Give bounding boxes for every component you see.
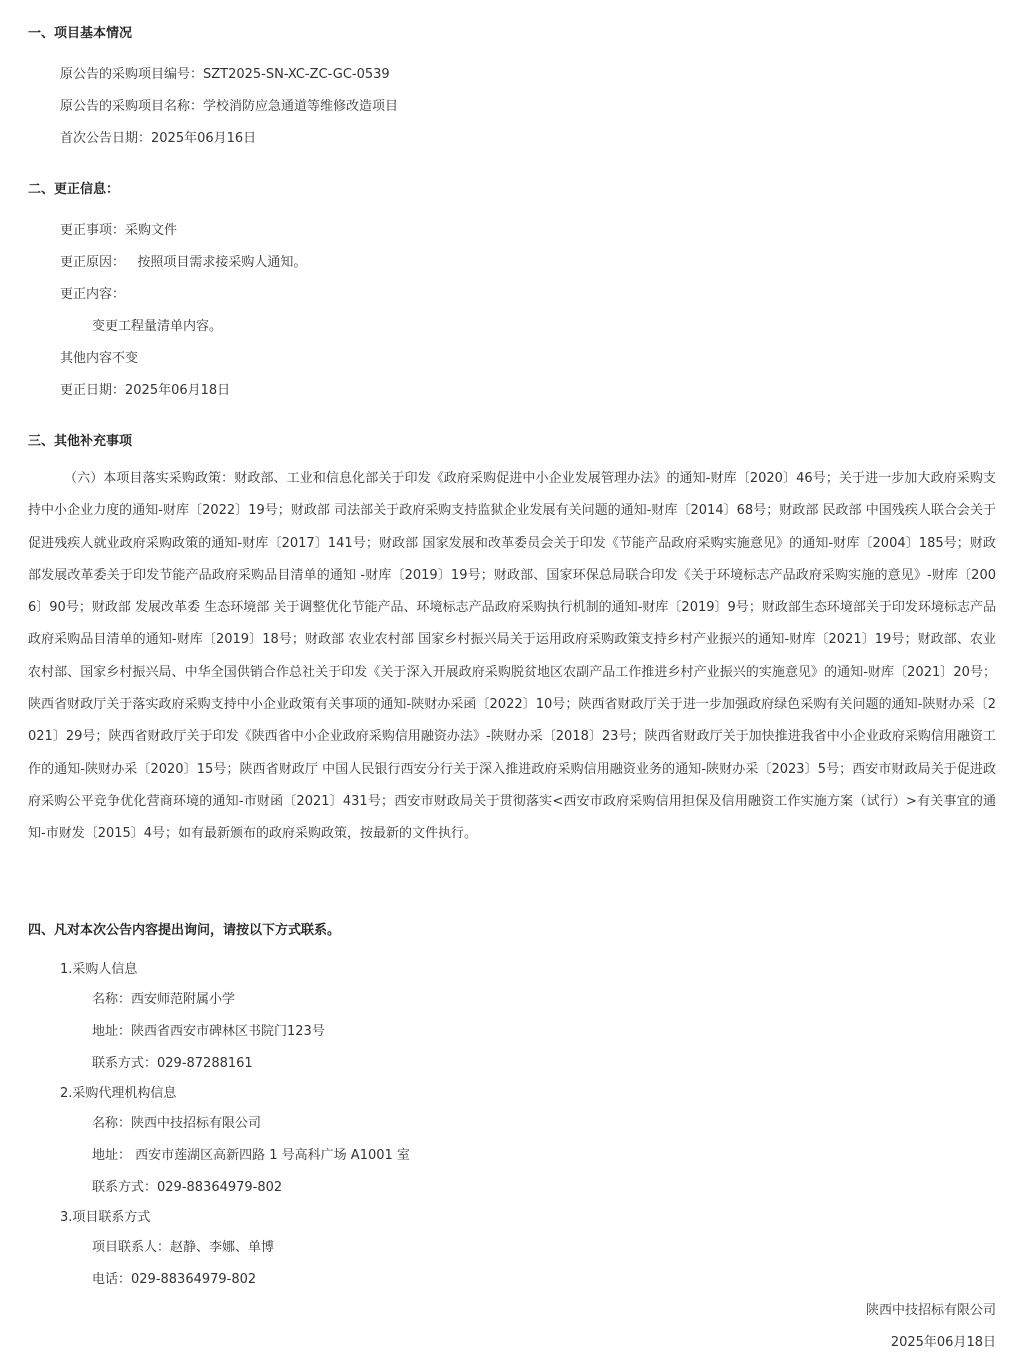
first-announcement-date: 首次公告日期：2025年06月16日 <box>60 131 257 146</box>
purchaser-name: 名称：西安师范附属小学 <box>92 992 236 1007</box>
section-2-title: 二、更正信息： <box>28 182 120 197</box>
agency-heading: 2.采购代理机构信息 <box>60 1086 177 1101</box>
purchaser-heading: 1.采购人信息 <box>60 962 138 977</box>
agency-contact: 联系方式：029-88364979-802 <box>92 1180 283 1195</box>
purchaser-address: 地址：陕西省西安市碑林区书院门123号 <box>92 1024 325 1039</box>
correction-content: 变更工程量清单内容。 <box>92 319 223 334</box>
policy-paragraph: （六）本项目落实采购政策：财政部、工业和信息化部关于印发《政府采购促进中小企业发展管理办法》的通知-财库〔2020〕46号；关于进一步加大政府采购支持中小企业力度的通知-财库〔2022〕19号；财政部 司法部关于政府采购支持监狱企业发展有关问题的通知-财库〔2014〕68号；财政部 民政部 中国残疾人联合会关于促进残疾人就业政府采购政策的通知-财库〔2017〕141号；财政部 国家发展和改革委员会关于印发《节能产品政府采购实施意见》的通知-财库〔2004〕185号；财政部发展改革委关于印发节能产品政府采购品目清单的通知 -财库〔2019〕19号；财政部、国家环保总局联合印发《关于环境标志产品政府采购实施的意见》-财库〔2006〕90号；财政部 发展改革委 生态环境部 关于调整优化节能产品、环境标志产品政府采购执行机制的通知-财库〔2019〕9号；财政部生态环境部关于印发环境标志产品政府采购品目清单的通知-财库〔2019〕18号；财政部 农业农村部 国家乡村振兴局关于运用政府采购政策支持乡村产业振兴的通知-财库〔2021〕19号；财政部、农业农村部、国家乡村振兴局、中华全国供销合作总社关于印发《关于深入开展政府采购脱贫地区农副产品工作推进乡村产业振兴的实施意见》的通知-财库〔2021〕20号；陕西省财政厅关于落实政府采购支持中小企业政策有关事项的通知-陕财办采函〔2022〕10号；陕西省财政厅关于进一步加强政府绿色采购有关问题的通知-陕财办采〔2021〕29号；陕西省财政厅关于印发《陕西省中小企业政府采购信用融资办法》-陕财办采〔2018〕23号；陕西省财政厅关于加快推进我省中小企业政府采购信用融资工作的通知-陕财办采〔2020〕15号；陕西省财政厅 中国人民银行西安分行关于深入推进政府采购信用融资业务的通知-陕财办采〔2023〕5号；西安市财政局关于促进政府采购公平竞争优化营商环境的通知-市财函〔2021〕431号；西安市财政局关于贯彻落实<西安市政府采购信用担保及信用融资工作实施方案（试行）>有关事宜的通知-市财发〔2015〕4号；如有最新颁布的政府采购政策，按最新的文件执行。 <box>28 471 996 842</box>
original-project-name: 原公告的采购项目名称：学校消防应急通道等维修改造项目 <box>60 99 399 114</box>
footer-date: 2025年06月18日 <box>890 1335 996 1350</box>
project-contact-phone: 电话：029-88364979-802 <box>92 1272 257 1287</box>
footer-company: 陕西中技招标有限公司 <box>865 1303 996 1318</box>
project-contact-persons: 项目联系人：赵静、李娜、单博 <box>92 1240 275 1255</box>
correction-content-label: 更正内容： <box>60 287 126 302</box>
original-project-number: 原公告的采购项目编号：SZT2025-SN-XC-ZC-GC-0539 <box>60 67 390 82</box>
agency-name: 名称：陕西中技招标有限公司 <box>92 1116 262 1131</box>
agency-address: 地址： 西安市莲湖区高新四路 1 号高科广场 A1001 室 <box>92 1148 410 1163</box>
correction-reason: 更正原因： 按照项目需求接采购人通知。 <box>60 255 307 270</box>
project-contact-heading: 3.项目联系方式 <box>60 1210 151 1225</box>
other-content-unchanged: 其他内容不变 <box>60 351 139 366</box>
purchaser-contact: 联系方式：029-87288161 <box>92 1056 253 1071</box>
correction-date: 更正日期：2025年06月18日 <box>60 383 231 398</box>
section-1-title: 一、项目基本情况 <box>28 26 133 41</box>
correction-item: 更正事项：采购文件 <box>60 223 178 238</box>
section-4-title: 四、凡对本次公告内容提出询问，请按以下方式联系。 <box>28 923 341 938</box>
section-3-title: 三、其他补充事项 <box>28 434 133 449</box>
